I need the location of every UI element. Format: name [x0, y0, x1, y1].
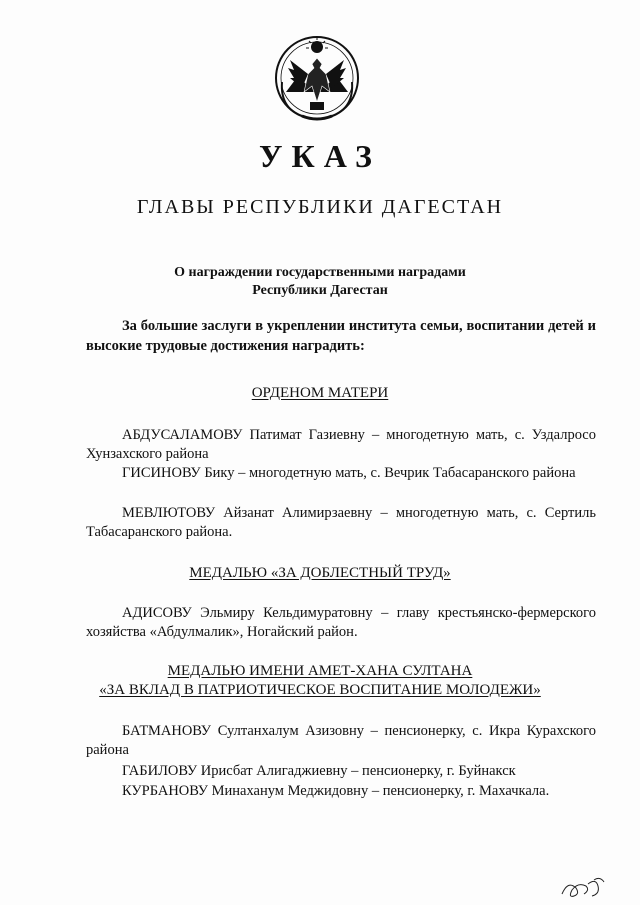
award-entry: АБДУСАЛАМОВУ Патимат Газиевну – многодетную мать, с. Уздалросо Хунзахского района	[86, 427, 596, 462]
subject-line-1: О награждении государственными наградами	[174, 265, 466, 280]
subject-line-2: Республики Дагестан	[252, 283, 388, 298]
award-entry: МЕВЛЮТОВУ Айзанат Алимирзаевну – многодетную мать, с. Сертиль Табасаранского района.	[86, 505, 596, 540]
section-heading-valiant-labor-medal: МЕДАЛЬЮ «ЗА ДОБЛЕСТНЫЙ ТРУД»	[189, 565, 451, 581]
decree-subject	[0, 264, 640, 300]
award-entry: КУРБАНОВУ Минаханум Меджидовну – пенсионерку, г. Махачкала.	[122, 783, 550, 799]
section-heading-line-1: МЕДАЛЬЮ ИМЕНИ АМЕТ-ХАНА СУЛТАНА	[167, 663, 473, 679]
award-entry: ГАБИЛОВУ Ирисбат Алигаджиевну – пенсионерку, г. Буйнакск	[122, 763, 516, 779]
award-entry: БАТМАНОВУ Султанхалум Азизовну – пенсионерку, с. Икра Курахского района	[86, 723, 596, 758]
decree-subtitle: ГЛАВЫ РЕСПУБЛИКИ ДАГЕСТАН	[136, 196, 504, 218]
section-heading-order-of-mother: ОРДЕНОМ МАТЕРИ	[251, 385, 389, 401]
decree-preamble: За большие заслуги в укреплении института семьи, воспитании детей и высокие трудовые достижения наградить:	[86, 318, 596, 354]
award-entry: ГИСИНОВУ Бику – многодетную мать, с. Вечрик Табасаранского района	[122, 465, 576, 481]
section-heading-line-2: «ЗА ВКЛАД В ПАТРИОТИЧЕСКОЕ ВОСПИТАНИЕ МОЛОДЕЖИ»	[99, 682, 541, 698]
handwritten-initials-icon	[558, 874, 608, 902]
section-heading-amet-khan-medal	[0, 662, 640, 700]
coat-of-arms-icon	[272, 30, 362, 130]
decree-title: УКАЗ	[259, 138, 381, 174]
award-entry: АДИСОВУ Эльмиру Кельдимуратовну – главу крестьянско-фермерского хозяйства «Абдулмалик», Ногайский район.	[86, 605, 596, 640]
